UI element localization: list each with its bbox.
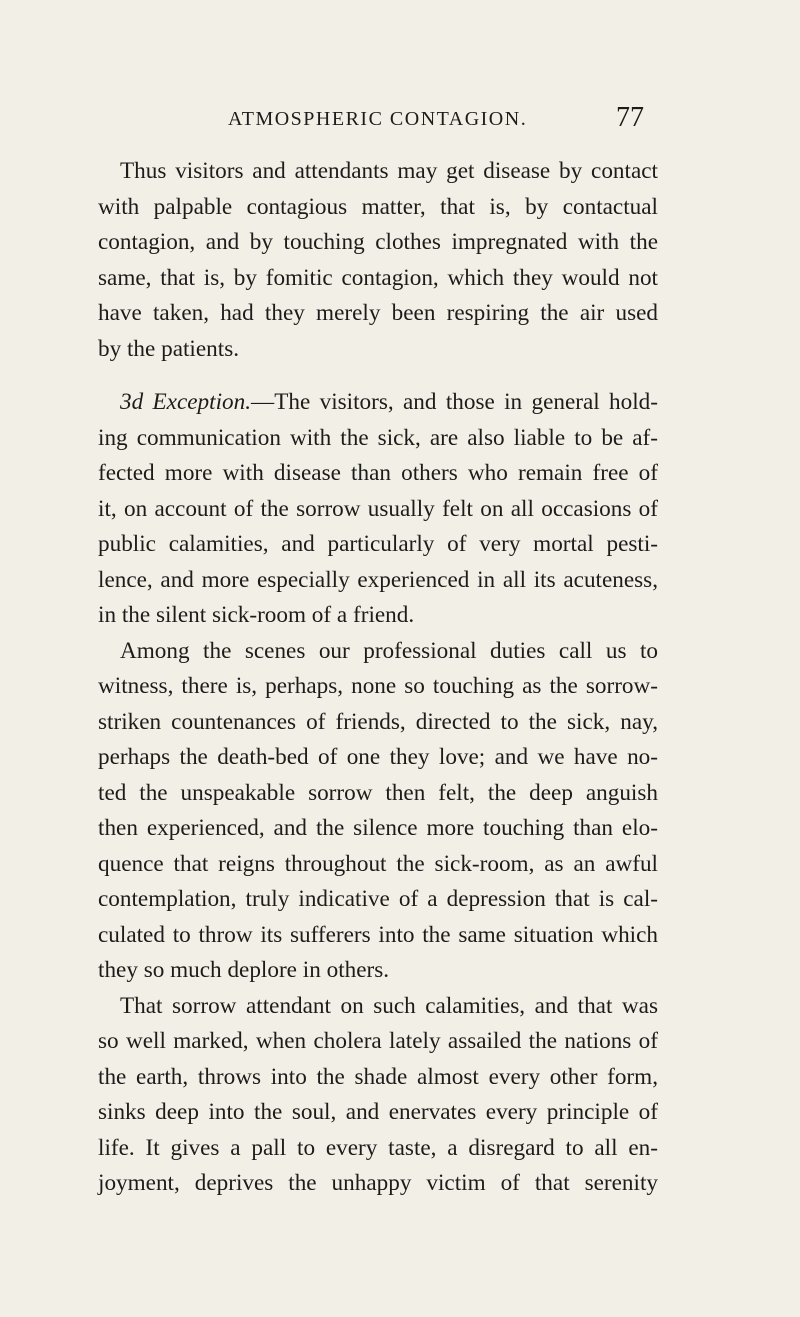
text-line: witness, there is, perhaps, none so touching as the sorrow- — [98, 673, 658, 699]
text-line: by the patients. — [98, 335, 240, 362]
text-line: fected more with disease than others who remain free of — [98, 460, 658, 486]
text-line: life. It gives a pall to every taste, a disregard to all en- — [98, 1134, 658, 1161]
section-heading: 3d Exception. — [120, 389, 252, 415]
text-line: striken countenances of friends, directed to the sick, nay, — [98, 708, 658, 735]
text-line: quence that reigns throughout the sick-room, as an awful — [98, 850, 658, 877]
text-line: perhaps the death-bed of one they love; and we have no- — [98, 744, 658, 770]
text-line: then experienced, and the silence more touching than elo- — [98, 815, 658, 841]
text-line: same, that is, by fomitic contagion, which they would not — [98, 264, 658, 291]
page-header — [0, 104, 800, 134]
running-title: ATMOSPHERIC CONTAGION. — [228, 108, 528, 130]
paragraph-1 — [98, 154, 658, 367]
text-line: Thus visitors and attendants may get disease by contact — [120, 158, 658, 184]
text-line: they so much deplore in others. — [98, 957, 390, 983]
text-line: public calamities, and particularly of very mortal pesti- — [98, 531, 658, 557]
text-line: ing communication with the sick, are also liable to be af- — [98, 424, 658, 451]
text-line: it, on account of the sorrow usually felt on all occasions of — [98, 495, 658, 522]
text-line: in the silent sick-room of a friend. — [98, 602, 415, 628]
text-line: Among the scenes our professional duties call us to — [120, 637, 658, 664]
text-line: so well marked, when cholera lately assailed the nations of — [98, 1028, 658, 1054]
text-line: the earth, throws into the shade almost every other form, — [98, 1063, 658, 1090]
text-line: culated to throw its sufferers into the same situation which — [98, 921, 658, 948]
page-number: 77 — [616, 102, 644, 133]
text-line: have taken, had they merely been respiring the air used — [98, 300, 658, 326]
text-line: contemplation, truly indicative of a depression that is cal- — [98, 886, 658, 912]
paragraph-2 — [98, 385, 658, 634]
paragraph-4 — [98, 989, 658, 1202]
text-line: contagion, and by touching clothes impregnated with the — [98, 229, 658, 255]
text-line: lence, and more especially experienced in all its acuteness, — [98, 566, 658, 593]
paragraph-3 — [98, 634, 658, 989]
body-text — [98, 154, 658, 1202]
text-line — [98, 385, 658, 421]
text-line: ted the unspeakable sorrow then felt, the deep anguish — [98, 779, 658, 806]
text-line: sinks deep into the soul, and enervates every principle of — [98, 1099, 658, 1125]
text-fragment: —The visitors, and those in general hold- — [251, 389, 658, 415]
text-line: joyment, deprives the unhappy victim of that serenity — [98, 1170, 658, 1196]
text-line: with palpable contagious matter, that is, by contactual — [98, 193, 658, 220]
text-line: That sorrow attendant on such calamities, and that was — [120, 992, 658, 1019]
